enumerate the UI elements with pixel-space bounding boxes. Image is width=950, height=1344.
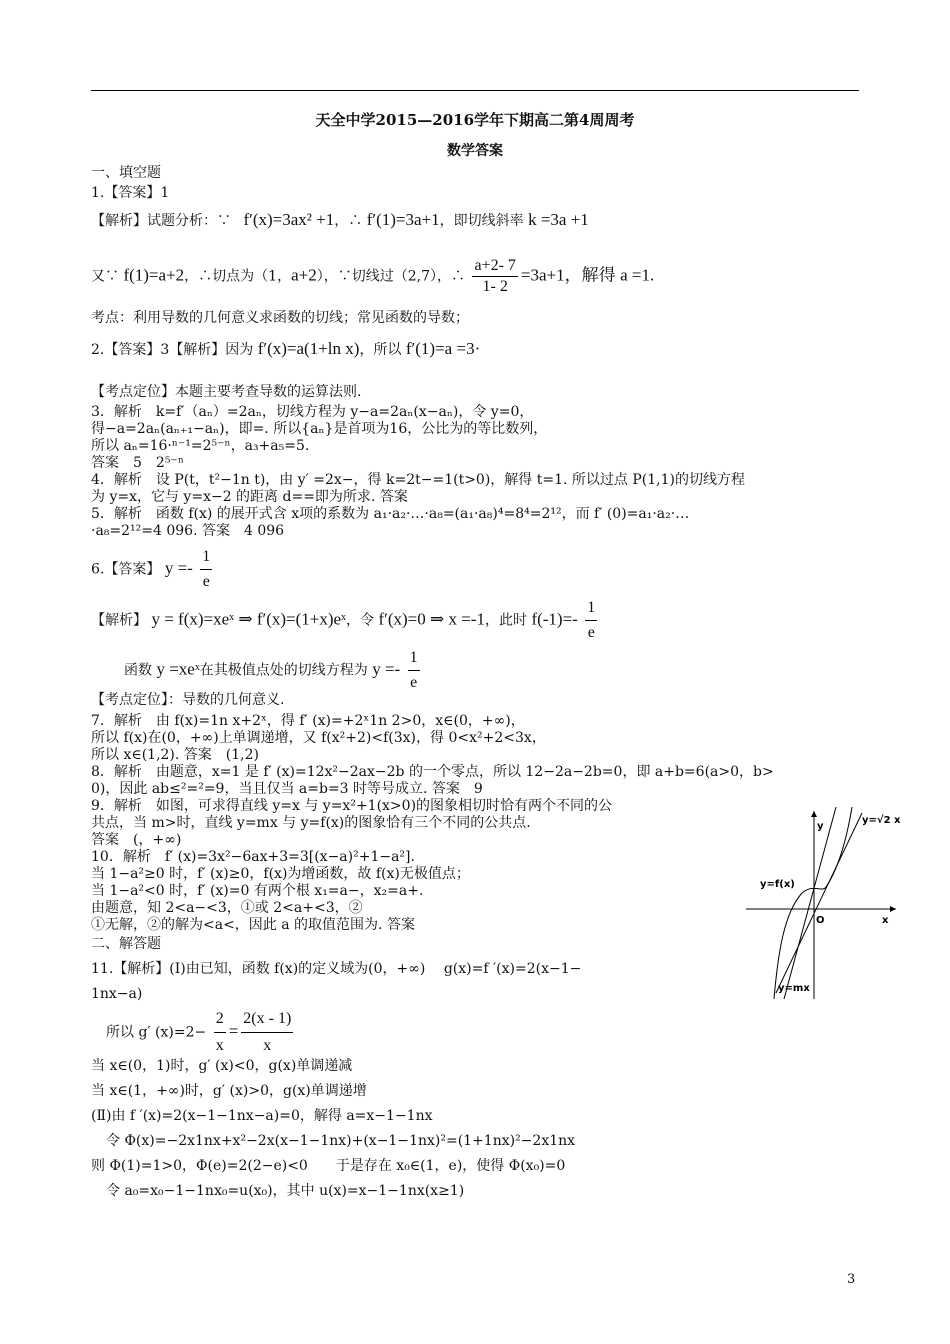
formula: a =1. xyxy=(620,265,655,285)
solution-line: 所以 aₙ=16·ⁿ⁻¹=2⁵⁻ⁿ，a₃+a₅=5. xyxy=(91,438,310,454)
solution-line: 9．解析 如图，可求得直线 y=x 与 y=x²+1(x>0)的图象相切时恰有两个不同的公 xyxy=(91,798,613,814)
page-title: 天全中学2015—2016学年下期高二第4周周考 xyxy=(315,111,635,129)
solution-line: 令 a₀=x₀−1−1nx₀=u(x₀)，其中 u(x)=x−1−1nx(x≥1) xyxy=(106,1183,465,1199)
solution-line: 8．解析 由题意，x=1 是 f′ (x)=12x²−2ax−2b 的一个零点，所以 12−2a−2b=0，即 a+b=6(a>0，b> xyxy=(91,764,774,780)
text: 【解析】试题分析：∵ xyxy=(91,213,231,229)
line-label-sqrt2x: y=√2 x xyxy=(862,815,901,826)
solution-line: 5．解析 函数 f(x) 的展开式含 x项的系数为 a₁·a₂·…·a₈=(a₁·a₈)⁴=8⁴=2¹²，而 f′ (0)=a₁·a₂·… xyxy=(91,506,690,522)
formula: f(-1)=- xyxy=(531,609,578,629)
solution-line: 共点，当 m>时，直线 y=mx 与 y=f(x)的图象恰有三个不同的公共点. xyxy=(91,815,531,831)
x-axis-label: x xyxy=(882,915,889,926)
solution-line: 当 x∈(0，1)时，g′ (x)<0，g(x)单调递减 xyxy=(91,1058,353,1074)
formula: y =- xyxy=(372,659,401,679)
note-line: 【考点定位】本题主要考查导数的运算法则. xyxy=(91,384,362,400)
solution-line: 当 1−a²≥0 时，f′ (x)≥0，f(x)为增函数，故 f(x)无极值点； xyxy=(91,866,470,882)
formula: f(1)=a+2 xyxy=(123,265,185,285)
curve-y-fx xyxy=(774,807,852,999)
formula: y =- xyxy=(164,558,193,578)
text: ），∵切线过（2,7），∴ xyxy=(316,268,465,285)
line-y-sqrt2x xyxy=(776,813,862,993)
x-axis-arrow xyxy=(890,906,896,912)
fraction: $\frac{1}{e}$ xyxy=(409,649,418,691)
fraction: $\frac{a+2- 7}{1- 2}$ xyxy=(474,257,516,295)
answer-line: 答案 (，+∞) xyxy=(91,832,182,848)
text: ，令 xyxy=(345,612,374,629)
solution-line: 则 Φ(1)=1>0，Φ(e)=2(2−e)<0 于是存在 x₀∈(1，e)，使得 Φ(x₀)=0 xyxy=(91,1158,566,1174)
solution-line: 所以 f(x)在(0，+∞)上单调递增，又 f(x²+2)<f(3x)，得 0<x²+2<3x， xyxy=(91,730,546,746)
formula: k =3a +1 xyxy=(528,210,589,229)
formula: f′(x)=a(1+ln x) xyxy=(257,339,360,358)
solution-line: 0)，因此 ab≤²=²=9，当且仅当 a=b=3 时等号成立. 答案 9 xyxy=(91,781,483,797)
solution-line: 得−a=2aₙ(aₙ₊₁−aₙ)，即=. 所以{aₙ}是首项为16，公比为的等比数列， xyxy=(91,421,548,437)
text: 【解析】 xyxy=(91,612,147,629)
solution-line xyxy=(91,598,600,643)
formula: f′(1)=a =3· xyxy=(405,339,481,358)
solution-line: 11.【解析】(Ⅰ)由已知，函数 f(x)的定义域为(0，+∞) g(x)=f ′(x)=2(x−1− xyxy=(91,961,582,977)
formula: y =xeˣ xyxy=(156,659,200,679)
section-heading: 一、填空题 xyxy=(91,165,161,181)
solution-line: 7．解析 由 f(x)=1n x+2ˣ，得 f′ (x)=+2ˣ1n 2>0，x∈(0，+∞)， xyxy=(91,713,525,729)
function-graph-figure xyxy=(744,803,904,1003)
solution-line: 由题意，知 2<a−<3，①或 2<a+<3，② xyxy=(91,900,363,916)
solution-line xyxy=(106,1008,296,1057)
fraction: $\frac{2(x - 1)}{x}$ xyxy=(243,1010,292,1054)
fraction: $\frac{2}{x}$ xyxy=(215,1010,224,1054)
solution-line: 3．解析 k=f′（aₙ）=2aₙ，切线方程为 y−a=2aₙ(x−aₙ)，令 y=0， xyxy=(91,404,534,420)
text: ，此时 xyxy=(484,612,527,629)
fraction: $\frac{1}{e}$ xyxy=(202,548,211,590)
solution-line xyxy=(124,648,423,693)
text: ，∴ xyxy=(334,213,363,229)
page-subtitle: 数学答案 xyxy=(447,143,503,159)
line-label-mx: y=mx xyxy=(778,983,810,994)
formula: f′(1)=3a+1 xyxy=(366,210,440,229)
text: 又∵ xyxy=(91,268,119,285)
answer-line: 答案 5 2⁵⁻ⁿ xyxy=(91,455,184,471)
text: 在其极值点处的切线方程为 xyxy=(199,662,368,679)
y-axis-arrow xyxy=(811,811,817,817)
solution-line: 为 y=x，它与 y=x−2 的距离 d==即为所求. 答案 xyxy=(91,489,408,505)
solution-line: 1nx−a) xyxy=(91,986,143,1002)
header-rule xyxy=(91,90,859,91)
curve-label-fx: y=f(x) xyxy=(760,879,795,890)
solution-line: (Ⅱ)由 f ′(x)=2(x−1−1nx−a)=0，解得 a=x−1−1nx xyxy=(91,1108,433,1124)
equals-sign: = xyxy=(228,1021,239,1041)
solution-line: 令 Φ(x)=−2x1nx+x²−2x(x−1−1nx)+(x−1−1nx)²=(1+1nx)²−2x1nx xyxy=(106,1133,576,1149)
formula: a+2 xyxy=(291,265,317,285)
text: 2.【答案】3【解析】因为 xyxy=(91,342,254,358)
solution-line: 当 1−a²<0 时，f′ (x)=0 有两个根 x₁=a−，x₂=a+. xyxy=(91,883,424,899)
answer-line: 所以 x∈(1,2). 答案 (1,2) xyxy=(91,747,259,763)
fraction: $\frac{1}{e}$ xyxy=(587,599,596,641)
solution-line xyxy=(91,212,589,229)
formula: y = f(x)=xeˣ ⇒ f′(x)=(1+x)eˣ xyxy=(151,609,346,629)
answer-line xyxy=(91,341,480,358)
text: 6.【答案】 xyxy=(91,561,161,578)
solution-line: 4．解析 设 P(t，t²−1n t)，由 y′ =2x−，得 k=2t−=1(t>0)，解得 t=1. 所以过点 P(1,1)的切线方程 xyxy=(91,472,745,488)
answer-line xyxy=(91,547,215,592)
text: 函数 xyxy=(124,662,152,679)
solution-line: 当 x∈(1，+∞)时，g′ (x)>0，g(x)单调递增 xyxy=(91,1083,367,1099)
formula: f′(x)=3ax² +1 xyxy=(243,210,335,229)
solution-line: ·a₈=2¹²=4 096. 答案 4 096 xyxy=(91,523,285,539)
formula: f′(x)=0 ⇒ x =-1 xyxy=(378,609,485,629)
text: ，∴切点为（1， xyxy=(184,268,292,285)
text: ，所以 xyxy=(359,342,402,358)
solution-line xyxy=(91,258,654,295)
text: 所以 g′ (x)=2− xyxy=(106,1024,207,1041)
section-heading: 二、解答题 xyxy=(91,936,161,952)
note-line: 【考点定位】：导数的几何意义. xyxy=(91,692,285,708)
text: ，即切线斜率 xyxy=(439,213,524,229)
answer-line: 1.【答案】1 xyxy=(91,185,170,201)
formula: =3a+1，解得 xyxy=(520,265,616,285)
page-number: 3 xyxy=(847,1272,856,1287)
origin-label: O xyxy=(816,915,825,926)
line-y-mx xyxy=(784,807,836,999)
solution-line: 10．解析 f′ (x)=3x²−6ax+3=3[(x−a)²+1−a²]. xyxy=(91,849,415,865)
solution-line: ①无解，②的解为<a<，因此 a 的取值范围为. 答案 xyxy=(91,917,415,933)
note-line: 考点：利用导数的几何意义求函数的切线；常见函数的导数； xyxy=(91,310,469,326)
y-axis-label: y xyxy=(817,821,824,832)
